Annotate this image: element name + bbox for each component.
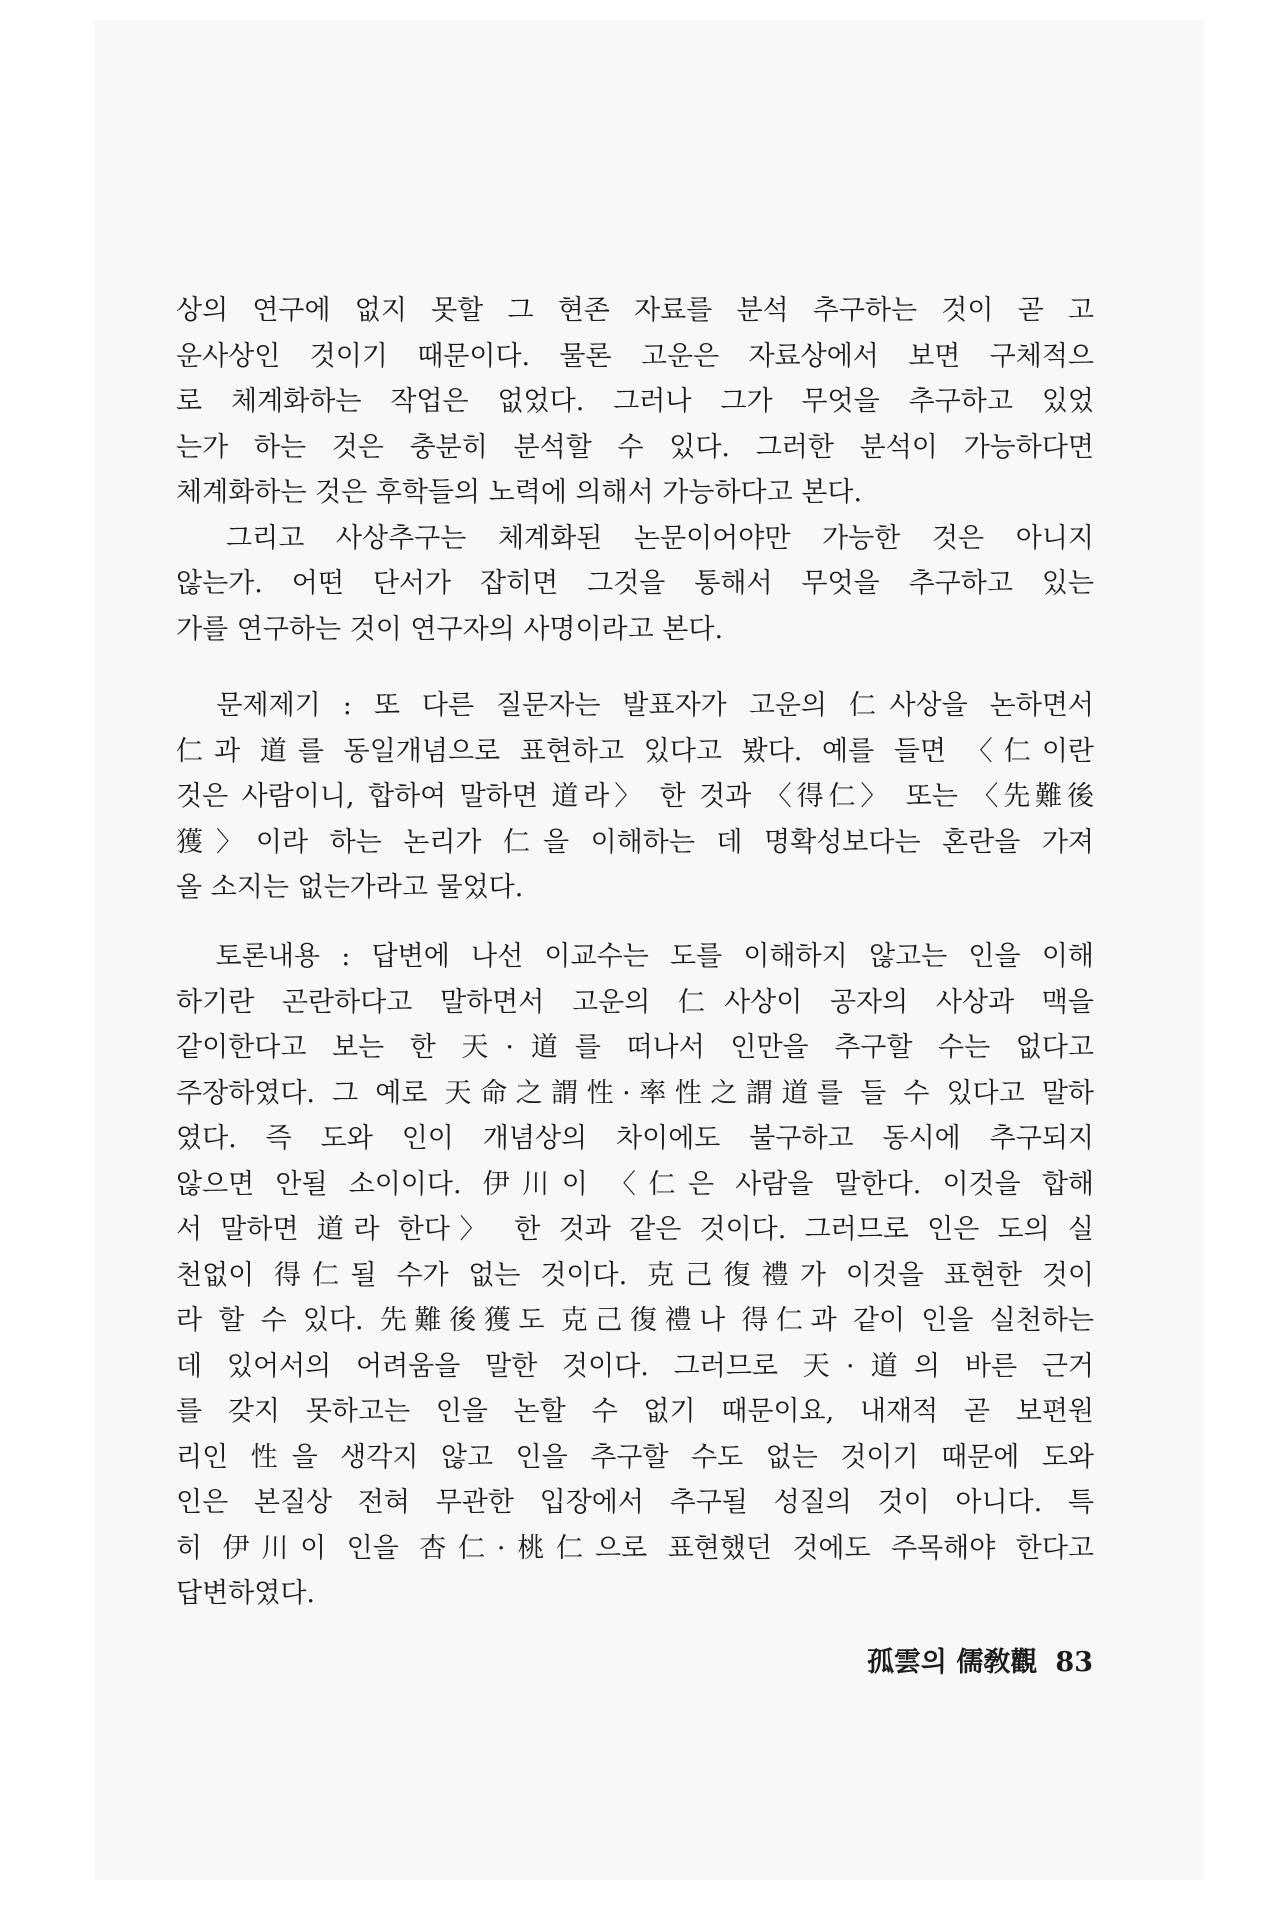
text-line: 올 소지는 없는가라고 물었다. [176, 872, 524, 903]
text-line: 가를 연구하는 것이 연구자의 사명이라고 본다. [176, 613, 724, 645]
paragraph-problem-statement [176, 683, 1094, 911]
text-line: 였다. 즉 도와 인이 개념상의 차이에도 불구하고 동시에 추구되지 [176, 1123, 1094, 1154]
page-footer [867, 1640, 1093, 1679]
text-line: 답변하였다. [176, 1578, 315, 1609]
text-line: 獲〉이라 하는 논리가 仁을 이해하는 데 명확성보다는 혼란을 가져 [176, 826, 1094, 858]
text-line: 천없이 得仁될 수가 없는 것이다. 克己復禮가 이것을 표현한 것이 [176, 1259, 1094, 1291]
text-line: 데 있어서의 어려움을 말한 것이다. 그러므로 天·道의 바른 근거 [176, 1350, 1094, 1382]
running-title: 孤雲의 儒敎觀 [866, 1647, 1038, 1678]
text-line: 같이한다고 보는 한 天·道를 떠나서 인만을 추구할 수는 없다고 [176, 1032, 1094, 1063]
text-line: 않으면 안될 소이이다. 伊川이 〈仁은 사람을 말한다. 이것을 합해 [176, 1168, 1094, 1200]
text-line: 체계화하는 것은 후학들의 노력에 의해서 가능하다고 본다. [176, 477, 863, 508]
paragraph-discussion [176, 934, 1094, 1617]
text-line: 는가 하는 것은 충분히 분석할 수 있다. 그러한 분석이 가능하다면 [176, 431, 1094, 463]
text-line: 를 갖지 못하고는 인을 논할 수 없기 때문이요, 내재적 곧 보편원 [176, 1396, 1094, 1427]
text-line: 로 체계화하는 작업은 없었다. 그러나 그가 무엇을 추구하고 있었 [176, 386, 1094, 417]
text-line: 토론내용 : 답변에 나선 이교수는 도를 이해하지 않고는 인을 이해 [176, 941, 1094, 972]
text-line: 라 할 수 있다. 先難後獲도 克己復禮나 得仁과 같이 인을 실천하는 [176, 1305, 1094, 1336]
text-line: 문제제기 : 또 다른 질문자는 발표자가 고운의 仁사상을 논하면서 [176, 690, 1094, 721]
text-line: 그리고 사상추구는 체계화된 논문이어야만 가능한 것은 아니지 [176, 522, 1094, 554]
text-line: 리인 性을 생각지 않고 인을 추구할 수도 없는 것이기 때문에 도와 [176, 1441, 1094, 1473]
text-line: 않는가. 어떤 단서가 잡히면 그것을 통해서 무엇을 추구하고 있는 [176, 568, 1094, 599]
text-line: 상의 연구에 없지 못할 그 현존 자료를 분석 추구하는 것이 곧 고 [176, 295, 1094, 326]
text-line: 하기란 곤란하다고 말하면서 고운의 仁사상이 공자의 사상과 맥을 [176, 986, 1094, 1018]
text-line: 仁과 道를 동일개념으로 표현하고 있다고 봤다. 예를 들면 〈仁이란 [176, 735, 1094, 767]
text-line: 것은 사람이니, 합하여 말하면 道라〉 한 것과 〈得仁〉 또는 〈先難後 [176, 781, 1094, 812]
text-line: 서 말하면 道라 한다〉 한 것과 같은 것이다. 그러므로 인은 도의 실 [176, 1214, 1094, 1245]
text-line: 주장하였다. 그 예로 天命之謂性·率性之謂道를 들 수 있다고 말하 [176, 1077, 1094, 1109]
text-line: 인은 본질상 전혀 무관한 입장에서 추구될 성질의 것이 아니다. 특 [176, 1487, 1094, 1518]
text-line: 히 伊川이 인을 杏仁·桃仁으로 표현했던 것에도 주목해야 한다고 [176, 1532, 1094, 1564]
text-line: 운사상인 것이기 때문이다. 물론 고운은 자료상에서 보면 구체적으 [176, 340, 1094, 372]
paragraph-research-method [176, 288, 1094, 652]
page-number: 83 [1055, 1647, 1093, 1678]
